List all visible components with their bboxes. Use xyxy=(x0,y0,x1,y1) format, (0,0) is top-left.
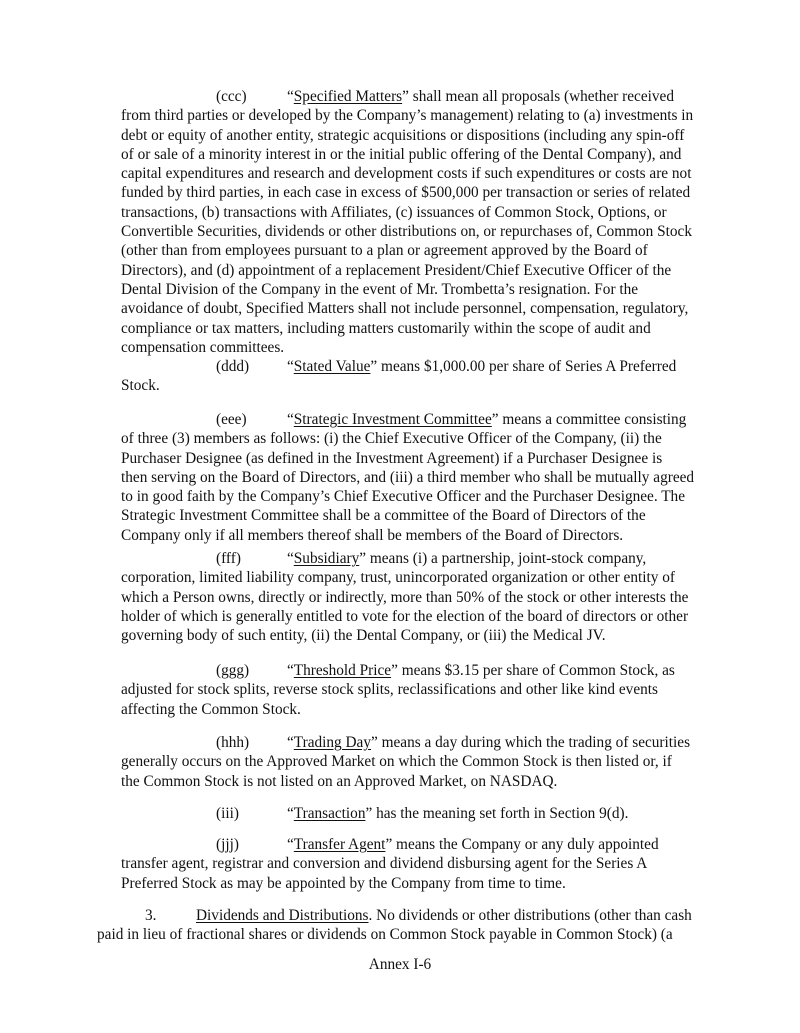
section-tag: (ddd) xyxy=(216,358,250,375)
definition-trading-day: (hhh) “Trading Day” means a day during which the trading of securities generally occurs on the Approved Market on which the Common Stock is then listed or, if the Common Stock is not listed on an Approved Market, on NASDAQ. xyxy=(121,734,691,790)
defined-term: Subsidiary xyxy=(293,550,360,567)
section-tag: (iii) xyxy=(216,805,239,822)
definition-specified-matters: (ccc) “Specified Matters” shall mean all proposals (whether received from third parties or developed by the Company’s management) relating to (a) investments in debt or equity of another entity, strategic acquisitions or dispositions (including any spin-off of or sale of a minority interest in or the initial public offering of the Dental Company), and capital expenditures and research and development costs if such expenditures or costs are not funded by third parties, in each case in excess of $500,000 per transaction or series of related transactions, (b) transactions with Affiliates, (c) issuances of Common Stock, Options, or Convertible Securities, dividends or other distributions on, or repurchases of, Common Stock (other than from employees pursuant to a plan or agreement approved by the Board of Directors), and (d) appointment of a replacement President/Chief Executive Officer of the Dental Division of the Company in the event of Mr. Trombetta’s resignation. For the avoidance of doubt, Specified Matters shall not include personnel, compensation, regulatory, compliance or tax matters, including matters customarily within the scope of audit and compensation committees. xyxy=(121,88,694,356)
section-tag: (ggg) xyxy=(216,662,250,679)
defined-term: Strategic Investment Committee xyxy=(293,411,492,428)
section-tag: (fff) xyxy=(216,550,241,567)
page-footer: Annex I-6 xyxy=(368,956,432,973)
defined-term: Transfer Agent xyxy=(293,836,386,853)
definition-subsidiary: (fff) “Subsidiary” means (i) a partnership, joint-stock company, corporation, limited liability company, trust, unincorporated organization or other entity of which a Person owns, directly or indirectly, more than 50% of the stock or other interests the holder of which is generally entitled to vote for the election of the board of directors or other governing body of such entity, (ii) the Dental Company, or (iii) the Medical JV. xyxy=(121,550,689,645)
definition-stated-value: (ddd) “Stated Value” means $1,000.00 per share of Series A Preferred Stock. xyxy=(121,358,677,395)
defined-term: Trading Day xyxy=(293,734,371,751)
section-tag: (ccc) xyxy=(216,88,247,105)
defined-term: Threshold Price xyxy=(293,662,392,679)
section-number: 3. xyxy=(145,907,157,924)
section-heading: Dividends and Distributions xyxy=(196,907,369,924)
defined-term: Specified Matters xyxy=(293,88,403,105)
definition-transaction: (iii) “Transaction” has the meaning set forth in Section 9(d). xyxy=(216,805,629,822)
definition-transfer-agent: (jjj) “Transfer Agent” means the Company or any duly appointed transfer agent, registrar and conversion and dividend disbursing agent for the Series A Preferred Stock as may be appointed by the Company from time to time. xyxy=(121,836,659,892)
section-tag: (eee) xyxy=(216,411,247,428)
section-tag: (hhh) xyxy=(216,734,250,751)
defined-term: Stated Value xyxy=(293,358,371,375)
definition-strategic-investment-committee: (eee) “Strategic Investment Committee” means a committee consisting of three (3) members as follows: (i) the Chief Executive Officer of the Company, (ii) the Purchaser Designee (as defined in the Investment Agreement) if a Purchaser Designee is then serving on the Board of Directors, and (iii) a third member who shall be mutually agreed to in good faith by the Company’s Chief Executive Officer and the Purchaser Designee. The Strategic Investment Committee shall be a committee of the Board of Directors of the Company only if all members thereof shall be members of the Board of Directors. xyxy=(121,411,695,544)
section-tag: (jjj) xyxy=(216,836,239,853)
section-3-dividends: 3. Dividends and Distributions. No dividends or other distributions (other than cash paid in lieu of fractional shares or dividends on Common Stock payable in Common Stock) (a xyxy=(97,907,692,944)
defined-term: Transaction xyxy=(293,805,366,822)
definition-threshold-price: (ggg) “Threshold Price” means $3.15 per share of Common Stock, as adjusted for stock splits, reverse stock splits, reclassifications and other like kind events affecting the Common Stock. xyxy=(121,662,675,718)
